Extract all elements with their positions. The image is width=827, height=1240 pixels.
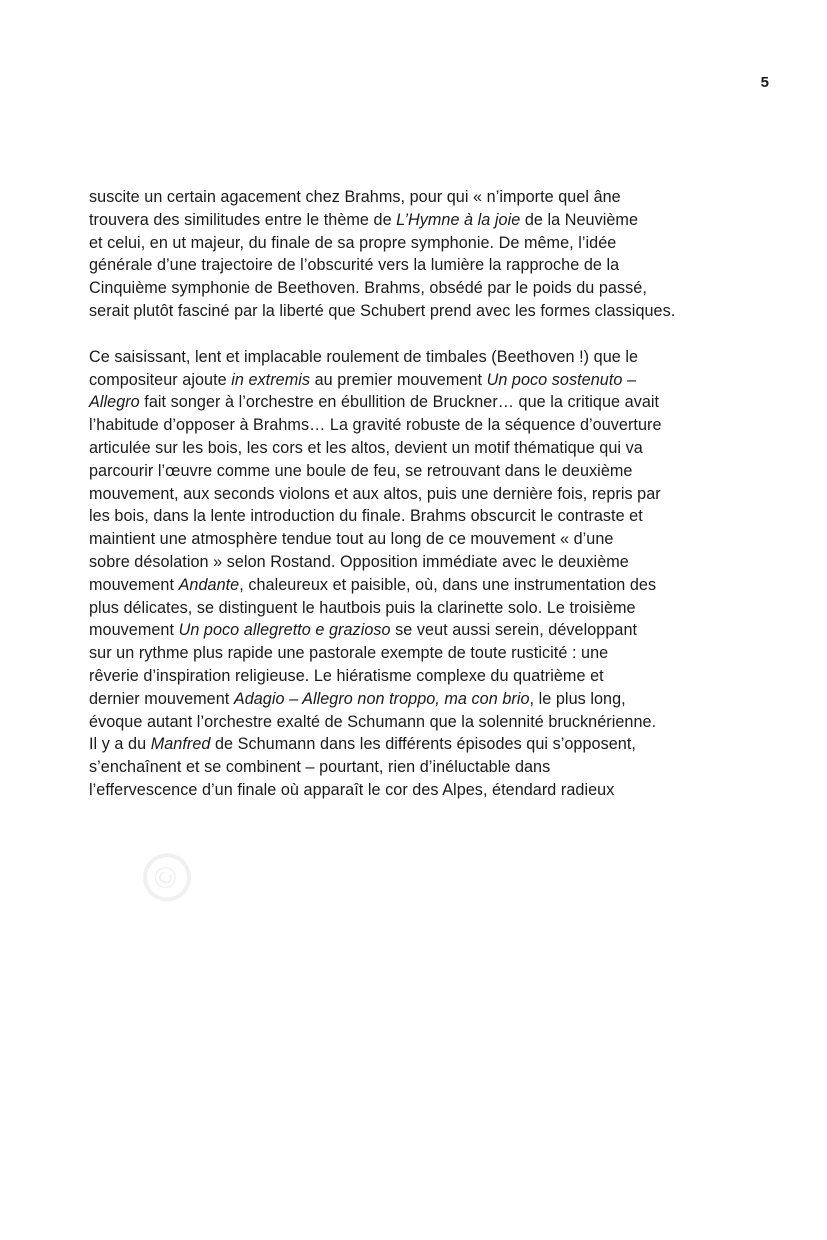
- text-line: [89, 300, 749, 323]
- text-run: articulée sur les bois, les cors et les altos, devient un motif thématique qui va: [89, 438, 643, 457]
- text-line: [89, 528, 749, 551]
- text-line: [89, 551, 749, 574]
- text-run: les bois, dans la lente introduction du finale. Brahms obscurcit le contraste et: [89, 507, 643, 526]
- italic-title: L’Hymne à la joie: [396, 210, 521, 229]
- text-line: [89, 369, 749, 392]
- text-line: [89, 597, 749, 620]
- text-run: sur un rythme plus rapide une pastorale exempte de toute rusticité : une: [89, 644, 609, 663]
- text-run: générale d’une trajectoire de l’obscurité vers la lumière la rapproche de la: [89, 256, 620, 275]
- text-line: [89, 779, 749, 802]
- text-line: [89, 733, 749, 756]
- italic-title: Un poco allegretto e grazioso: [178, 621, 391, 640]
- paragraph: [89, 346, 749, 802]
- italic-title: Adagio – Allegro non troppo, ma con brio: [233, 689, 530, 708]
- text-run: l’effervescence d’un finale où apparaît le cor des Alpes, étendard radieux: [89, 780, 615, 799]
- text-line: [89, 232, 749, 255]
- text-run: s’enchaînent et se combinent – pourtant, rien d’inéluctable dans: [89, 758, 551, 777]
- text-run: plus délicates, se distinguent le hautbois puis la clarinette solo. Le troisième: [89, 598, 636, 617]
- italic-title: in extremis: [231, 370, 311, 389]
- text-line: [89, 619, 749, 642]
- copyright-watermark: ©: [123, 830, 204, 910]
- text-line: [89, 688, 749, 711]
- italic-title: Un poco sostenuto –: [486, 370, 637, 389]
- italic-title: Allegro: [89, 393, 140, 412]
- text-run: Il y a du: [89, 735, 151, 754]
- text-line: [89, 642, 749, 665]
- text-run: et celui, en ut majeur, du finale de sa propre symphonie. De même, l’idée: [89, 233, 617, 252]
- text-run: Cinquième symphonie de Beethoven. Brahms, obsédé par le poids du passé,: [89, 279, 647, 298]
- text-line: [89, 414, 749, 437]
- text-line: [89, 254, 749, 277]
- text-run: fait songer à l’orchestre en ébullition de Bruckner… que la critique avait: [139, 393, 660, 412]
- text-run: dernier mouvement: [89, 689, 234, 708]
- text-line: [89, 665, 749, 688]
- text-run: suscite un certain agacement chez Brahms, pour qui « n’importe quel âne: [89, 188, 621, 206]
- text-run: Ce saisissant, lent et implacable roulement de timbales (Beethoven !) que le: [89, 347, 639, 366]
- text-run: se veut aussi serein, développant: [390, 621, 638, 640]
- text-run: mouvement: [89, 621, 179, 640]
- text-line: [89, 711, 749, 734]
- paragraph: [89, 186, 749, 323]
- body-text: [89, 186, 749, 802]
- text-run: maintient une atmosphère tendue tout au long de ce mouvement « d’une: [89, 530, 614, 549]
- text-line: [89, 277, 749, 300]
- text-run: évoque autant l’orchestre exalté de Schumann que la solennité brucknérienne.: [89, 712, 657, 731]
- text-run: trouvera des similitudes entre le thème de: [89, 210, 397, 229]
- text-run: de Schumann dans les différents épisodes qui s’opposent,: [210, 735, 636, 754]
- text-line: [89, 346, 749, 369]
- text-run: sobre désolation » selon Rostand. Opposition immédiate avec le deuxième: [89, 552, 629, 571]
- text-line: [89, 460, 749, 483]
- text-run: , le plus long,: [529, 689, 626, 708]
- text-line: [89, 483, 749, 506]
- text-run: de la Neuvième: [520, 210, 639, 229]
- text-run: parcourir l’œuvre comme une boule de feu, se retrouvant dans le deuxième: [89, 461, 633, 480]
- text-run: l’habitude d’opposer à Brahms… La gravité robuste de la séquence d’ouverture: [89, 416, 662, 435]
- italic-title: Manfred: [150, 735, 211, 754]
- text-line: [89, 391, 749, 414]
- text-run: , chaleureux et paisible, où, dans une instrumentation des: [239, 575, 657, 594]
- text-line: [89, 209, 749, 232]
- text-run: mouvement: [89, 575, 179, 594]
- paragraph-gap: [89, 323, 749, 346]
- text-line: [89, 574, 749, 597]
- text-run: au premier mouvement: [310, 370, 487, 389]
- text-line: [89, 186, 749, 209]
- text-line: [89, 505, 749, 528]
- text-run: compositeur ajoute: [89, 370, 232, 389]
- text-line: [89, 437, 749, 460]
- text-run: mouvement, aux seconds violons et aux altos, puis une dernière fois, repris par: [89, 484, 661, 503]
- text-line: [89, 756, 749, 779]
- italic-title: Andante: [178, 575, 240, 594]
- text-run: rêverie d’inspiration religieuse. Le hiératisme complexe du quatrième et: [89, 666, 604, 685]
- page-number: 5: [760, 74, 769, 91]
- text-run: serait plutôt fasciné par la liberté que Schubert prend avec les formes classiques.: [89, 301, 676, 320]
